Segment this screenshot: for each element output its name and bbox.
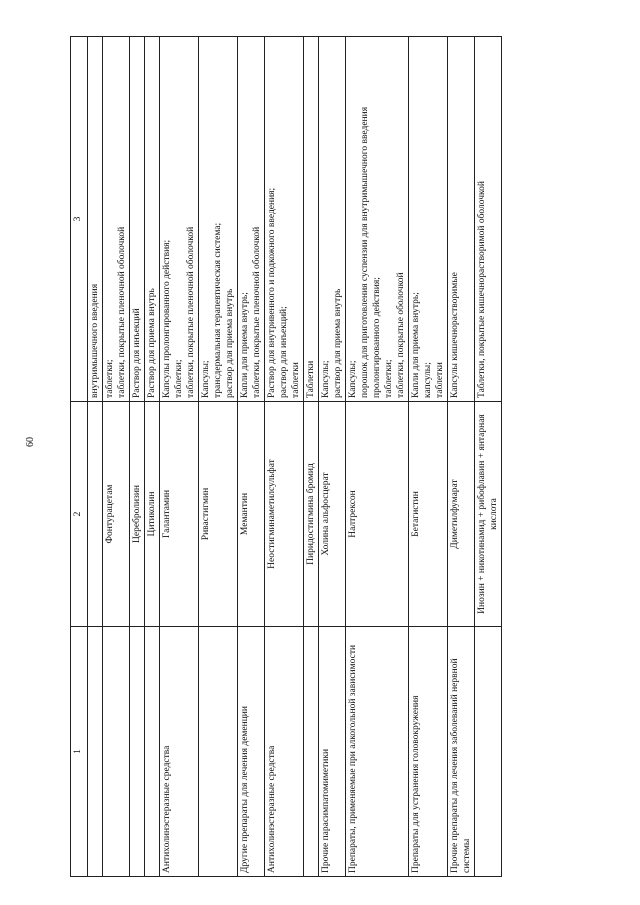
table-row [88, 37, 103, 877]
table-row [145, 37, 160, 877]
table-cell-c1: Препараты, применяемые при алкогольной зависимости [346, 627, 409, 877]
table-cell-c3: Таблетки, покрытые кишечнорастворимой оболочкой [475, 37, 502, 402]
table-row [346, 37, 409, 877]
table-cell-c1: Прочие препараты для лечения заболеваний нервной системы [448, 627, 475, 877]
table-cell-c1 [88, 627, 103, 877]
table-cell-c3: Капсулы; порошок для приготовления суспензии для внутримышечного введения пролонгированного действия; таблетки; таблетки, покрытые оболочкой [346, 37, 409, 402]
table-cell-c3: таблетки; таблетки, покрытые пленочной оболочкой [103, 37, 130, 402]
table-header-row [71, 37, 88, 877]
table-cell-c2: Налтрексон [346, 402, 409, 627]
table-row [130, 37, 145, 877]
header-cell-2: 2 [71, 402, 88, 627]
drug-table [70, 36, 502, 877]
table-row [160, 37, 199, 877]
table-cell-c2: Фонтурацетам [103, 402, 130, 627]
table-cell-c2 [88, 402, 103, 627]
page-number: 60 [25, 437, 36, 447]
table-cell-c3: Раствор для приема внутрь [145, 37, 160, 402]
table-cell-c2: Ривастигмин [199, 402, 238, 627]
table-cell-c1: Антихолинэстеразные средства [265, 627, 304, 877]
table-cell-c3: Раствор для инъекций [130, 37, 145, 402]
table-cell-c1 [145, 627, 160, 877]
table-cell-c1 [199, 627, 238, 877]
table-cell-c3: Таблетки [304, 37, 319, 402]
table-row [199, 37, 238, 877]
table-row [265, 37, 304, 877]
table-cell-c2: Инозин + никотинамид + рибофлавин + янтарная кислота [475, 402, 502, 627]
table-row [475, 37, 502, 877]
table-cell-c3: Капсулы пролонгированного действия; таблетки; таблетки, покрытые пленочной оболочкой [160, 37, 199, 402]
table-cell-c1: Другие препараты для лечения деменции [238, 627, 265, 877]
table-cell-c2: Церебролизин [130, 402, 145, 627]
table-cell-c2: Бетагистин [409, 402, 448, 627]
table-body [88, 37, 502, 877]
table-row [448, 37, 475, 877]
rotated-table-wrapper [70, 37, 590, 877]
table-cell-c3: Капли для приема внутрь; таблетки, покрытые пленочной оболочкой [238, 37, 265, 402]
table-cell-c3: Раствор для внутривенного и подкожного введения; раствор для инъекций; таблетки [265, 37, 304, 402]
table-cell-c3: Капсулы; раствор для приема внутрь [319, 37, 346, 402]
header-cell-1: 1 [71, 627, 88, 877]
table-cell-c1 [304, 627, 319, 877]
table-cell-c2: Мемантин [238, 402, 265, 627]
table-cell-c2: Галантамин [160, 402, 199, 627]
table-row [319, 37, 346, 877]
table-cell-c1 [103, 627, 130, 877]
table-row [304, 37, 319, 877]
table-cell-c2: Цитиколин [145, 402, 160, 627]
table-cell-c2: Пиридостигмина бромид [304, 402, 319, 627]
table-cell-c1: Антихолинэстеразные средства [160, 627, 199, 877]
table-cell-c2: Холина альфосцерат [319, 402, 346, 627]
table-cell-c1: Препараты для устранения головокружения [409, 627, 448, 877]
table-cell-c3: Капли для приема внутрь; капсулы; таблетки [409, 37, 448, 402]
table-cell-c3: Капсулы; трансдермальная терапевтическая система; раствор для приема внутрь [199, 37, 238, 402]
header-cell-3: 3 [71, 37, 88, 402]
table-cell-c2: Диметилфумарат [448, 402, 475, 627]
table-cell-c1 [130, 627, 145, 877]
table-cell-c3: внутримышечного введения [88, 37, 103, 402]
table-cell-c1: Прочие парасимпатомиметики [319, 627, 346, 877]
table-cell-c3: Капсулы кишечнорастворимые [448, 37, 475, 402]
table-cell-c1 [475, 627, 502, 877]
table-row [103, 37, 130, 877]
table-row [409, 37, 448, 877]
table-row [238, 37, 265, 877]
table-cell-c2: Неостигминаметилсульфат [265, 402, 304, 627]
